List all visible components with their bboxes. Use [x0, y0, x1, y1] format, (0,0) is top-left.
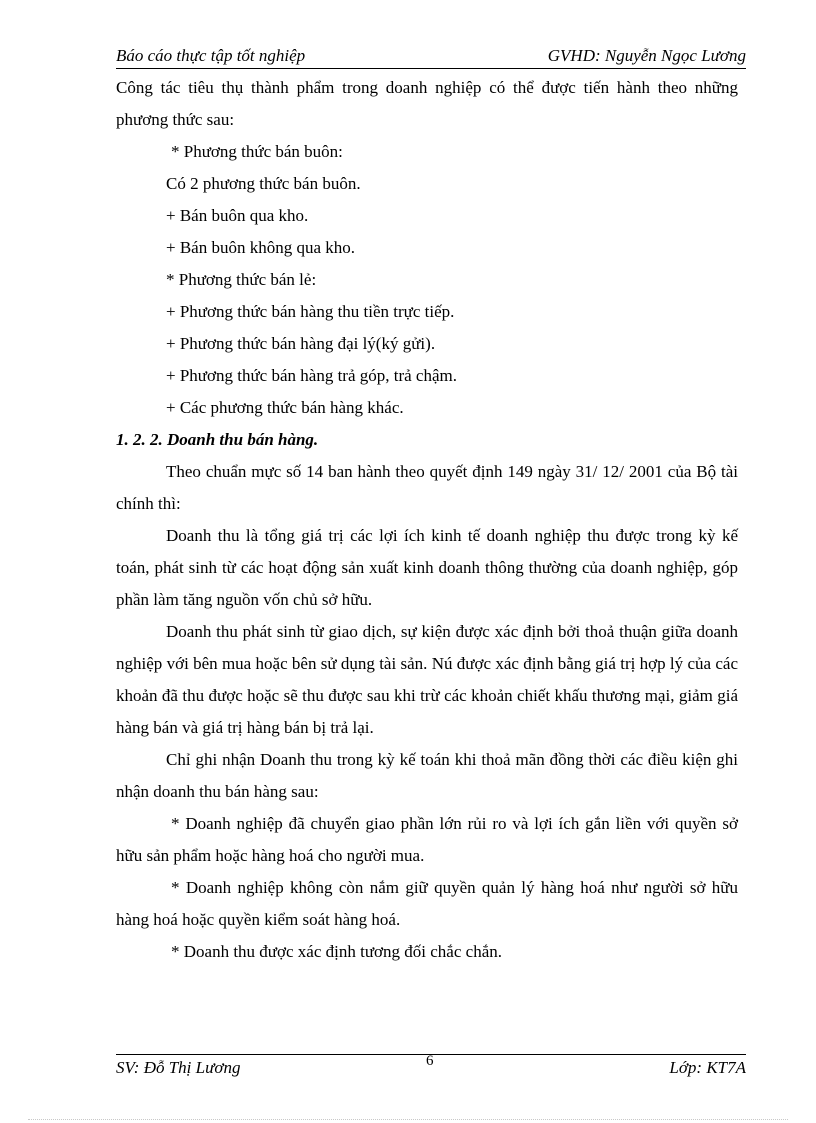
list-item: + Bán buôn qua kho.: [166, 206, 309, 225]
paragraph: Chỉ ghi nhận Doanh thu trong kỳ kế toán khi thoả mãn đồng thời các điều kiện ghi nhận doanh thu bán hàng sau:: [116, 750, 738, 801]
footer-student: SV: Đỗ Thị Lương: [116, 1058, 241, 1077]
paragraph: Công tác tiêu thụ thành phẩm trong doanh nghiệp có thể được tiến hành theo những phương thức sau:: [116, 78, 738, 129]
list-item: Có 2 phương thức bán buôn.: [166, 174, 361, 193]
page-edge-divider: [28, 1119, 788, 1120]
footer-class: Lớp: KT7A: [669, 1058, 746, 1077]
list-item: + Phương thức bán hàng thu tiền trực tiếp.: [166, 302, 455, 321]
condition-item: * Doanh nghiệp đã chuyển giao phần lớn rủi ro và lợi ích gắn liền với quyền sở hữu sản phẩm hoặc hàng hoá cho người mua.: [116, 814, 738, 865]
header-supervisor: GVHD: Nguyễn Ngọc Lương: [547, 46, 746, 65]
condition-item: * Doanh thu được xác định tương đối chắc chắn.: [171, 942, 502, 961]
list-item: + Bán buôn không qua kho.: [166, 238, 356, 257]
page-number: 6: [426, 1053, 434, 1069]
section-heading: 1. 2. 2. Doanh thu bán hàng.: [116, 430, 319, 449]
list-heading-retail: * Phương thức bán lẻ:: [166, 270, 317, 289]
list-item: + Các phương thức bán hàng khác.: [166, 398, 404, 417]
condition-item: * Doanh nghiệp không còn nắm giữ quyền quản lý hàng hoá như người sở hữu hàng hoá hoặc quyền kiểm soát hàng hoá.: [116, 878, 738, 929]
list-item: + Phương thức bán hàng đại lý(ký gửi).: [166, 334, 436, 353]
page-header: [116, 46, 746, 69]
list-heading-wholesale: * Phương thức bán buôn:: [171, 142, 343, 161]
page-footer: [116, 1054, 746, 1079]
document-body: [116, 72, 738, 968]
paragraph: Doanh thu phát sinh từ giao dịch, sự kiện được xác định bởi thoả thuận giữa doanh nghiệp với bên mua hoặc bên sử dụng tài sản. Nú được xác định bằng giá trị hợp lý của các khoản đã thu được hoặc sẽ thu được sau khi trừ các khoản chiết khấu thương mại, giảm giá hàng bán và giá trị hàng bán bị trả lại.: [116, 622, 738, 737]
header-report-title: Báo cáo thực tập tốt nghiệp: [116, 46, 306, 65]
list-item: + Phương thức bán hàng trả góp, trả chậm.: [166, 366, 457, 385]
paragraph: Theo chuẩn mực số 14 ban hành theo quyết định 149 ngày 31/ 12/ 2001 của Bộ tài chính thì:: [116, 462, 738, 513]
paragraph: Doanh thu là tổng giá trị các lợi ích kinh tế doanh nghiệp thu được trong kỳ kế toán, phát sinh từ các hoạt động sản xuất kinh doanh thông thường của doanh nghiệp, góp phần làm tăng nguồn vốn chủ sở hữu.: [116, 526, 738, 609]
